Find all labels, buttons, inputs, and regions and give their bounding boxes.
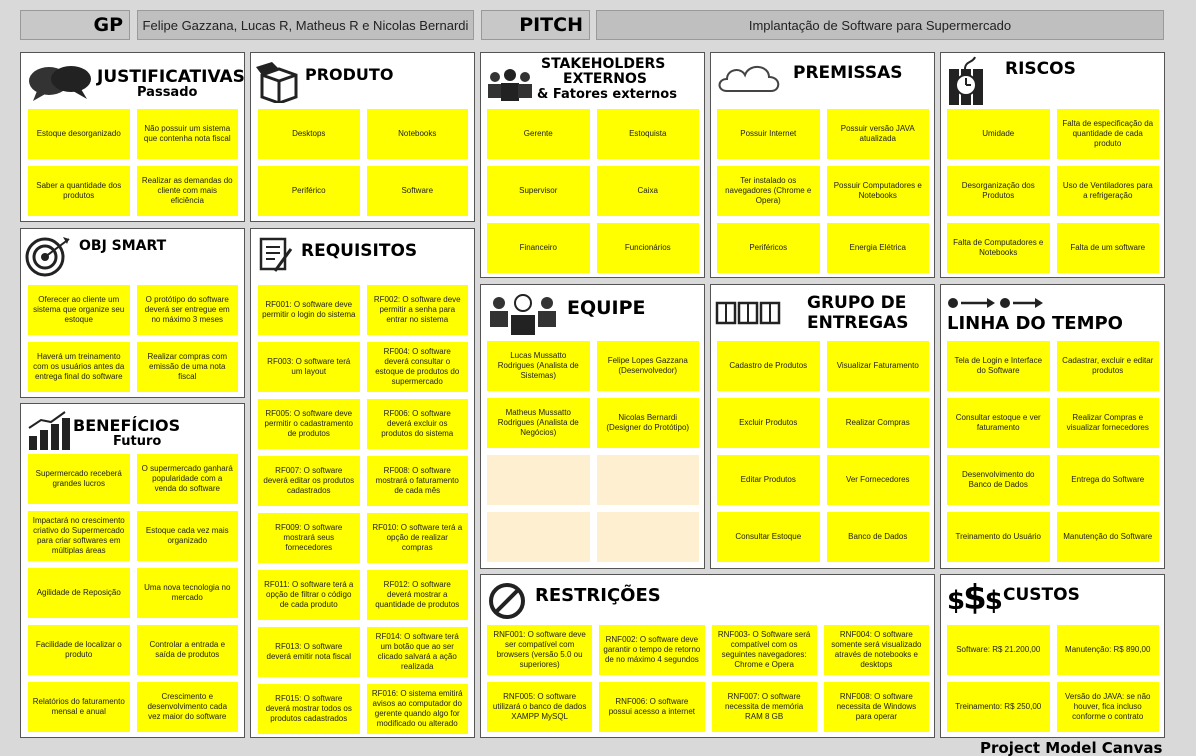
sticky-note: Uma nova tecnologia no mercado [137,568,239,618]
sticky-note: RNF008: O software necessita de Windows para operar [824,682,929,732]
sticky-note: RNF001: O software deve ser compatível com browsers (versão 5.0 ou superiores) [487,625,592,675]
sticky-note: Manutenção: R$ 890,00 [1057,625,1160,675]
sticky-note: Facilidade de localizar o produto [28,625,130,675]
sticky-note: Estoque desorganizado [28,109,130,159]
sticky-note: Agilidade de Reposição [28,568,130,618]
sticky-note: Excluir Produtos [717,398,820,448]
team-icon [487,291,559,337]
sticky-note: Saber a quantidade dos produtos [28,166,130,216]
sticky-note: Realizar Compras e visualizar fornecedores [1057,398,1160,448]
sticky-note: RF016: O sistema emitirá avisos ao computador do gerente quando algo for modificado ou alterado [367,684,469,734]
sticky-note: Possuir versão JAVA atualizada [827,109,930,159]
sticky-note: Crescimento e desenvolvimento cada vez maior do software [137,682,239,732]
sticky-note: RF003: O software terá um layout [258,342,360,392]
sticky-note: Estoque cada vez mais organizado [137,511,239,561]
sticky-note: Consultar Estoque [717,512,820,562]
gp-names: Felipe Gazzana, Lucas R, Matheus R e Nicolas Bernardi [137,10,474,40]
panel-justificativas [20,52,245,222]
sticky-note: Nicolas Bernardi (Designer do Protótipo) [597,398,700,448]
sticky-note: Falta de um software [1057,223,1160,273]
sticky-note: Felipe Lopes Gazzana (Desenvolvedor) [597,341,700,391]
sticky-note: RF010: O software terá a opção de realizar compras [367,513,469,563]
sticky-note: RNF006: O software possui acesso a internet [599,682,704,732]
panel-title: REQUISITOS [301,241,418,261]
sticky-note: Lucas Mussatto Rodrigues (Analista de Sistemas) [487,341,590,391]
sticky-note: Relatórios do faturamento mensal e anual [28,682,130,732]
timeline-arrows-icon [947,295,1047,311]
sticky-note: Visualizar Faturamento [827,341,930,391]
sticky-note: Periféricos [717,223,820,273]
sticky-note: RF012: O software deverá mostrar a quantidade de produtos [367,570,469,620]
sticky-note: O protótipo do software deverá ser entregue em no máximo 3 meses [137,285,239,335]
sticky-note: RF013: O software deverá emitir nota fiscal [258,627,360,677]
sticky-note: Consultar estoque e ver faturamento [947,398,1050,448]
sticky-note: Tela de Login e Interface do Software [947,341,1050,391]
panel-title-2: EXTERNOS [563,71,647,87]
sticky-note: Banco de Dados [827,512,930,562]
sticky-note: Gerente [487,109,590,159]
dynamite-bomb-icon [947,55,987,107]
sticky-note: Possuir Internet [717,109,820,159]
sticky-note: Possuir Computadores e Notebooks [827,166,930,216]
sticky-note: Ter instalado os navegadores (Chrome e Opera) [717,166,820,216]
sticky-note: Desorganização dos Produtos [947,166,1050,216]
sticky-note: RF014: O software terá um botão que ao ser clicado salvará a ação realizada [367,627,469,677]
sticky-note: Desenvolvimento do Banco de Dados [947,455,1050,505]
sticky-note: Cadastrar, excluir e editar produtos [1057,341,1160,391]
sticky-note: Haverá um treinamento com os usuários antes da entrega final do software [28,342,130,392]
sticky-note: Cadastro de Produtos [717,341,820,391]
cloud-icon [715,61,783,95]
sticky-note: RF004: O software deverá consultar o estoque de produtos do supermercado [367,342,469,392]
sticky-note: Treinamento: R$ 250,00 [947,682,1050,732]
sticky-note: Energia Elétrica [827,223,930,273]
panel-title: OBJ SMART [79,238,167,254]
sticky-note: Supermercado receberá grandes lucros [28,454,130,504]
sticky-note: Software: R$ 21.200,00 [947,625,1050,675]
pitch-text: Implantação de Software para Supermercado [596,10,1164,40]
sticky-note: Ver Fornecedores [827,455,930,505]
pitch-label: PITCH [481,10,590,40]
dollar-signs-icon: $$$ [947,578,1001,618]
target-icon [25,233,75,279]
sticky-note: RNF004: O software somente será visualizado através de notebooks e desktops [824,625,929,675]
sticky-note: Controlar a entrada e saída de produtos [137,625,239,675]
panel-title: BENEFÍCIOS [73,416,181,435]
panel-title-2: ENTREGAS [807,313,909,333]
sticky-note: RF005: O software deve permitir o cadastramento de produtos [258,399,360,449]
panel-title: CUSTOS [1003,585,1080,605]
sticky-note: Caixa [597,166,700,216]
sticky-note: O supermercado ganhará popularidade com a venda do software [137,454,239,504]
panel-riscos [940,52,1165,278]
sticky-note: Treinamento do Usuário [947,512,1050,562]
panel-produto [250,52,475,222]
growth-chart-icon [27,410,71,452]
empty-note [487,512,590,562]
panel-title: PRODUTO [305,65,394,84]
sticky-note: Oferecer ao cliente um sistema que organize seu estoque [28,285,130,335]
panel-beneficios [20,403,245,738]
sticky-note: Entrega do Software [1057,455,1160,505]
sticky-note: Financeiro [487,223,590,273]
panel-obj-smart [20,228,245,398]
sticky-note: RF015: O software deverá mostrar todos os produtos cadastrados [258,684,360,734]
sticky-note: Uso de Ventiladores para a refrigeração [1057,166,1160,216]
sticky-note: RF007: O software deverá editar os produtos cadastrados [258,456,360,506]
footer-title: Project Model Canvas [980,740,1163,756]
empty-note [487,455,590,505]
sticky-note: Editar Produtos [717,455,820,505]
panel-title: STAKEHOLDERS [541,56,666,72]
sticky-note: Periférico [258,166,360,216]
panel-title: JUSTIFICATIVAS [97,67,245,87]
sticky-note: Realizar compras com emissão de uma nota fiscal [137,342,239,392]
sticky-note: Falta de especificação da quantidade de cada produto [1057,109,1160,159]
panel-title: GRUPO DE [807,293,907,313]
sticky-note: Realizar as demandas do cliente com mais eficiência [137,166,239,216]
panel-subtitle: & Fatores externos [537,87,677,102]
sticky-note: Impactará no crescimento criativo do Supermercado para criar softwares em múltiplas áreas [28,511,130,561]
sticky-note: RNF005: O software utilizará o banco de dados XAMPP MySQL [487,682,592,732]
panel-premissas [710,52,935,278]
panel-subtitle: Futuro [113,434,162,449]
sticky-note: RF009: O software mostrará seus fornecedores [258,513,360,563]
sticky-note: RF002: O software deve permitir a senha para entrar no sistema [367,285,469,335]
prohibited-icon [487,581,527,621]
panel-stakeholders [480,52,705,278]
sticky-note: Umidade [947,109,1050,159]
sticky-note: Realizar Compras [827,398,930,448]
packages-icon [715,297,781,327]
panel-title: LINHA DO TEMPO [947,313,1123,334]
panel-entregas [710,284,935,569]
panel-restricoes [480,574,935,738]
panel-linha-do-tempo [940,284,1165,569]
sticky-note: RF001: O software deve permitir o login do sistema [258,285,360,335]
panel-equipe [480,284,705,569]
panel-custos [940,574,1165,738]
sticky-note: RNF002: O software deve garantir o tempo de retorno de no máximo 4 segundos [599,625,704,675]
panel-title: PREMISSAS [793,63,903,83]
sticky-note: Funcionários [597,223,700,273]
sticky-note: Não possuir um sistema que contenha nota fiscal [137,109,239,159]
panel-subtitle: Passado [137,85,198,100]
sticky-note: Manutenção do Software [1057,512,1160,562]
sticky-note: Notebooks [367,109,469,159]
empty-note [597,455,700,505]
panel-title: RESTRIÇÕES [535,585,661,606]
sticky-note: RF006: O software deverá excluir os produtos do sistema [367,399,469,449]
sticky-note: Versão do JAVA: se não houver, fica incluso conforme o contrato [1057,682,1160,732]
sticky-note: Supervisor [487,166,590,216]
empty-note [597,512,700,562]
panel-requisitos [250,228,475,738]
sticky-note: RNF007: O software necessita de memória RAM 8 GB [712,682,817,732]
panel-title: RISCOS [1005,59,1076,79]
sticky-note: Matheus Mussatto Rodrigues (Analista de Negócios) [487,398,590,448]
speech-bubbles-icon [27,63,93,103]
sticky-note: Estoquista [597,109,700,159]
sticky-note: Software [367,166,469,216]
panel-title: EQUIPE [567,297,646,319]
gp-label: GP [20,10,130,40]
checklist-icon [257,235,293,275]
sticky-note: RNF003- O Software será compatível com os seguintes navegadores: Chrome e Opera [712,625,817,675]
people-icon [485,67,535,105]
sticky-note: Desktops [258,109,360,159]
sticky-note: RF008: O software mostrará o faturamento de cada mês [367,456,469,506]
sticky-note: RF011: O software terá a opção de filtrar o código de cada produto [258,570,360,620]
box-icon [256,59,302,103]
sticky-note: Falta de Computadores e Notebooks [947,223,1050,273]
